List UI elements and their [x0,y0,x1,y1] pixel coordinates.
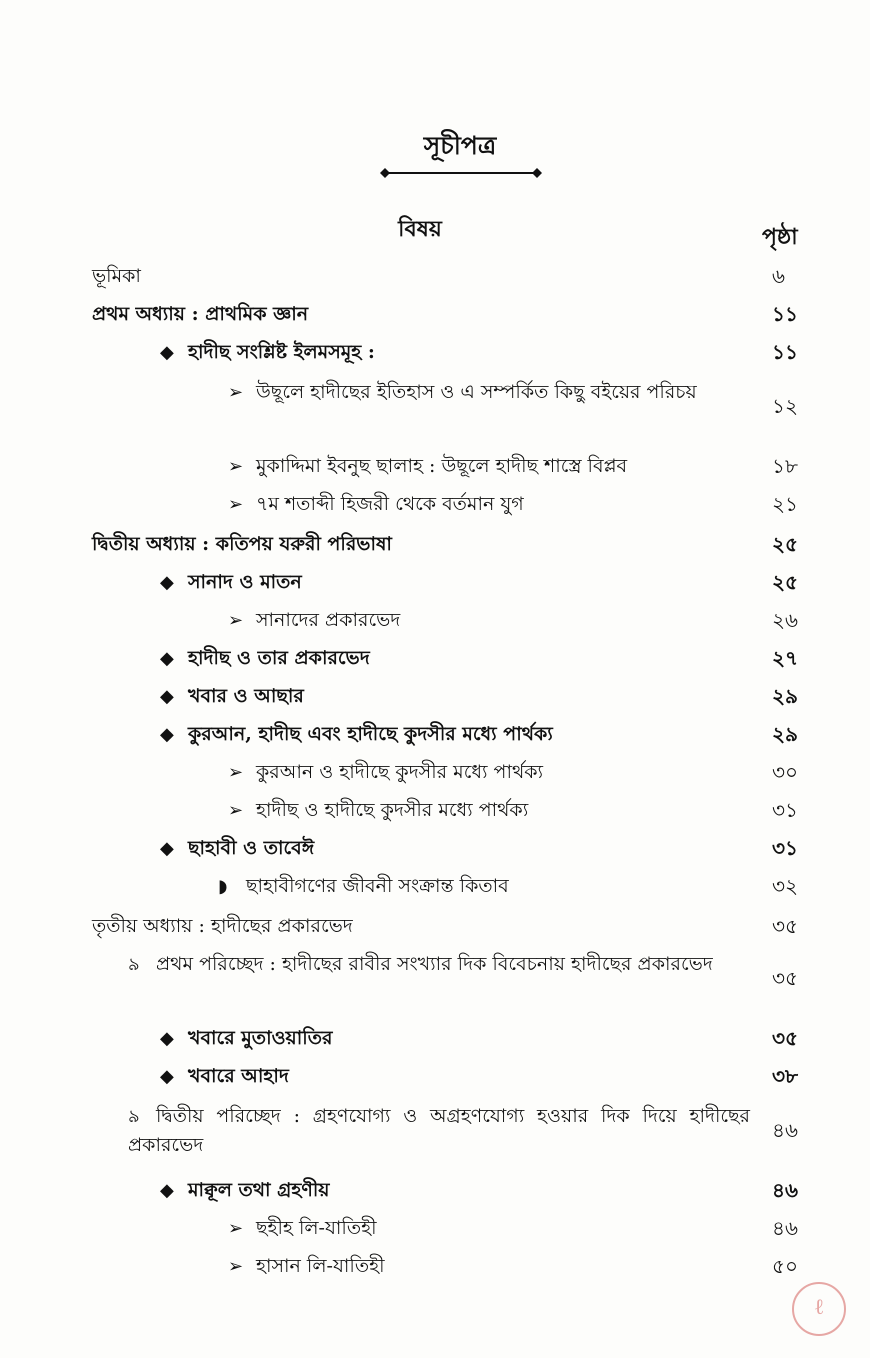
arrow-bullet-icon: ➢ [228,456,244,477]
toc-entry-title: ছহীহ লি-যাতিহী [256,1217,377,1239]
toc-entry-title: খবার ও আছার [188,685,304,707]
toc-entry [0,1176,870,1212]
toc-entry [0,568,870,604]
diamond-bullet-icon: ◆ [160,1066,174,1087]
toc-entry [0,872,870,908]
diamond-bullet-icon: ◆ [160,686,174,707]
toc-entry-page-number: ১১ [772,302,798,326]
section-bullet-icon: ৯ [128,1106,140,1127]
toc-entry-title: দ্বিতীয় পরিচ্ছেদ : গ্রহণযোগ্য ও অগ্রহণযোগ্য হওয়ার দিক দিয়ে হাদীছের প্রকারভেদ [128,1105,750,1156]
toc-entry [0,300,870,336]
toc-entry [0,338,870,374]
diamond-bullet-icon: ◆ [160,838,174,859]
toc-entry-page-number: ২৫ [772,532,798,556]
toc-entry-page-number: ৪৬ [772,1118,798,1142]
toc-entry [0,452,870,488]
arrow-bullet-icon: ➢ [228,1218,244,1239]
toc-entry-page-number: ৫০ [772,1254,798,1278]
toc-entry [0,758,870,794]
toc-entry-title: খবারে মুতাওয়াতির [188,1027,333,1049]
toc-entry [0,262,870,298]
toc-entry-title: দ্বিতীয় অধ্যায় : কতিপয় যরুরী পরিভাষা [92,533,392,555]
column-header-subject: বিষয় [398,216,442,242]
toc-entry-title: ৭ম শতাব্দী হিজরী থেকে বর্তমান যুগ [256,493,524,515]
arrow-bullet-icon: ➢ [228,382,244,403]
toc-entry-title: ভূমিকা [92,265,141,287]
toc-entry-page-number: ১৮ [772,454,798,478]
toc-entry-title: ছাহাবী ও তাবেঈ [188,837,315,859]
toc-entry-title: হাসান লি-যাতিহী [256,1255,385,1277]
column-header-page: পৃষ্ঠা [762,224,798,250]
toc-entry-page-number: ৩১ [772,798,798,822]
toc-entry [0,1102,870,1164]
toc-entry [0,834,870,870]
toc-entry [0,1062,870,1098]
toc-entry-page-number: ২৯ [772,684,798,708]
toc-entry-title: সানাদ ও মাতন [188,571,302,593]
arrow-bullet-icon: ➢ [228,800,244,821]
toc-entry-title: প্রথম পরিচ্ছেদ : হাদীছের রাবীর সংখ্যার দিক বিবেচনায় হাদীছের প্রকারভেদ [156,953,713,975]
toc-entry [0,796,870,832]
toc-entry-page-number: ৩২ [772,874,799,898]
toc-entry [0,378,870,440]
toc-entry-title: সানাদের প্রকারভেদ [256,609,401,631]
toc-entry-title: উছূলে হাদীছের ইতিহাস ও এ সম্পর্কিত কিছু বইয়ের পরিচয় [256,381,697,403]
toc-entry [0,530,870,566]
toc-entry-page-number: ২১ [772,492,798,516]
toc-entry-title: মুকাদ্দিমা ইবনুছ ছালাহ : উছূলে হাদীছ শাস্ত্রে বিপ্লব [256,455,628,477]
arrow-bullet-icon: ➢ [228,762,244,783]
toc-entry-page-number: ৩৫ [772,966,798,990]
toc-entry [0,1252,870,1288]
toc-entry [0,1024,870,1060]
diamond-bullet-icon: ◆ [160,1180,174,1201]
toc-entry [0,682,870,718]
page-title: সূচীপত্র [423,131,497,160]
arrow-bullet-icon: ➢ [228,610,244,631]
toc-entry-title: খবারে আহাদ [188,1065,289,1087]
toc-entry [0,720,870,756]
toc-entry-page-number: ৪৬ [772,1216,798,1240]
diamond-bullet-icon: ◆ [160,648,174,669]
toc-entry [0,1214,870,1250]
diamond-bullet-icon: ◆ [160,724,174,745]
toc-entry-title: হাদীছ সংশ্লিষ্ট ইলমসমূহ : [188,341,375,363]
toc-entry-title: মাক্বূল তথা গ্রহণীয় [188,1179,330,1201]
title-divider [380,168,542,178]
toc-entry-page-number: ৩৫ [772,1026,798,1050]
toc-entry [0,490,870,526]
toc-entry-title: হাদীছ ও হাদীছে কুদসীর মধ্যে পার্থক্য [256,799,529,821]
toc-entry-page-number: ৪৬ [772,1178,798,1202]
arrow-bullet-icon: ➢ [228,494,244,515]
diamond-bullet-icon: ◆ [160,572,174,593]
toc-entry-page-number: ১২ [772,394,798,418]
toc-entry-page-number: ৩০ [772,760,799,784]
diamond-bullet-icon: ◆ [160,1028,174,1049]
toc-entry-page-number: ২৯ [772,722,798,746]
toc-entry-title: কুরআন ও হাদীছে কুদসীর মধ্যে পার্থক্য [256,761,544,783]
toc-entry [0,950,870,1012]
publisher-stamp-icon: ℓ [792,1282,846,1336]
toc-entry-page-number: ৩১ [772,836,798,860]
toc-entry [0,912,870,948]
toc-entry-title: প্রথম অধ্যায় : প্রাথমিক জ্ঞান [92,303,309,325]
toc-entry-page-number: ২৬ [772,608,799,632]
toc-entry-page-number: ৩৮ [772,1064,798,1088]
toc-entry-page-number: ৩৫ [772,914,798,938]
toc-entry-title: কুরআন, হাদীছ এবং হাদীছে কুদসীর মধ্যে পার্থক্য [188,723,553,745]
toc-entry-page-number: ১১ [772,340,798,364]
toc-entry [0,606,870,642]
section-bullet-icon: ৯ [128,954,140,975]
toc-entry-title: হাদীছ ও তার প্রকারভেদ [188,647,370,669]
toc-entry-page-number: ২৫ [772,570,798,594]
arrow-bullet-icon: ➢ [228,1256,244,1277]
half-circle-bullet-icon: ◗ [218,876,228,897]
toc-entry [0,644,870,680]
toc-entry-title: ছাহাবীগণের জীবনী সংক্রান্ত কিতাব [246,875,509,897]
diamond-bullet-icon: ◆ [160,342,174,363]
toc-entry-page-number: ২৭ [772,646,799,670]
toc-entry-page-number: ৬ [772,264,786,288]
toc-entry-title: তৃতীয় অধ্যায় : হাদীছের প্রকারভেদ [92,915,353,937]
